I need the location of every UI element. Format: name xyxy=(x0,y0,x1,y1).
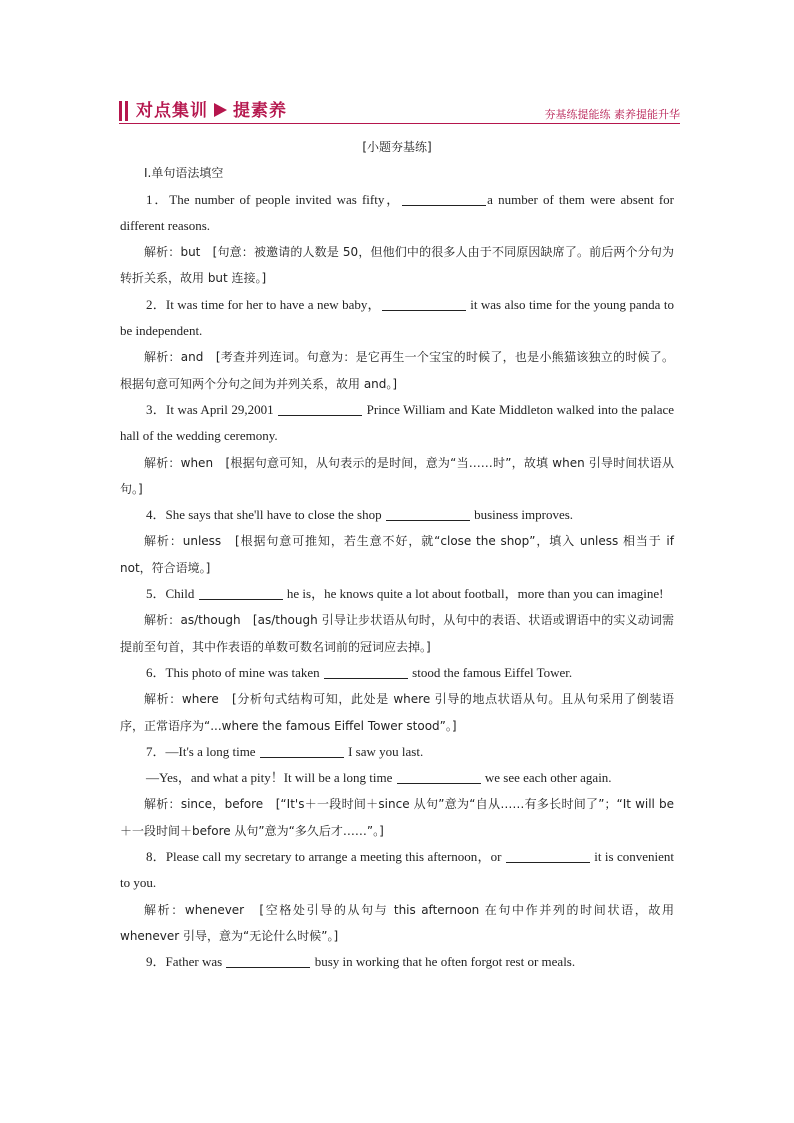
question-6: 6．This photo of mine was taken stood the famous Eiffel Tower. xyxy=(146,664,573,680)
header-title-left: 对点集训 xyxy=(136,101,208,121)
question-8: 8．Please call my secretary to arrange a meeting this afternoon，or it is convenient to you. xyxy=(120,849,674,891)
answer-blank xyxy=(397,769,481,784)
section-header xyxy=(119,99,680,125)
analysis-label: 解析： xyxy=(144,350,181,365)
header-title-right: 提素养 xyxy=(233,101,287,121)
analysis-label: 解析： xyxy=(144,245,181,260)
answer-blank xyxy=(324,664,408,679)
header-tagline: 夯基练提能练 素养提能升华 xyxy=(544,108,680,121)
header-bar-decoration xyxy=(125,101,128,121)
question-7-reply: —Yes，and what a pity！It will be a long time we see each other again. xyxy=(146,770,612,786)
header-rule xyxy=(119,123,680,124)
question-1: 1．The number of people invited was fifty， a number of them were absent for different reasons. xyxy=(120,191,675,233)
question-4: 4．She says that she'll have to close the shop business improves. xyxy=(146,507,574,523)
answer-blank xyxy=(278,401,362,416)
analysis-4: 解析：unless [根据句意可推知，若生意不好，就“close the shop”，填入 unless 相当于 if not，符合语境。] xyxy=(120,534,674,575)
analysis-5: 解析：as/though [as/though 引导让步状语从句时，从句中的表语、状语或谓语中的实义动词需提前至句首，其中作表语的单数可数名词前的冠词应去掉。] xyxy=(120,613,674,654)
answer-blank xyxy=(382,296,466,311)
answer-blank xyxy=(199,585,283,600)
analysis-3: 解析：when [根据句意可知，从句表示的是时间，意为“当……时”，故填 when 引导时间状语从句。] xyxy=(120,455,674,496)
analysis-7: 解析：since，before [“It's＋一段时间＋since 从句”意为“自从……有多长时间了”；“It will be ＋一段时间＋before 从句”意为“多久后才……”。] xyxy=(120,797,674,838)
exercise-content xyxy=(120,134,674,976)
analysis-label: 解析： xyxy=(144,902,185,917)
answer-blank xyxy=(402,191,486,206)
analysis-1: 解析：but [句意：被邀请的人数是 50，但他们中的很多人由于不同原因缺席了。前后两个分句为转折关系，故用 but 连接。] xyxy=(120,245,674,286)
section-title: [小题夯基练] xyxy=(362,140,432,154)
arrow-right-icon xyxy=(214,103,227,117)
question-7: 7．—It's a long time I saw you last. xyxy=(146,743,424,759)
header-title xyxy=(136,99,287,123)
answer-blank xyxy=(506,848,590,863)
part-title: Ⅰ.单句语法填空 xyxy=(144,166,224,181)
analysis-label: 解析： xyxy=(144,692,182,707)
analysis-8: 解析：whenever [空格处引导的从句与 this afternoon 在句中作并列的时间状语，故用 whenever 引导，意为“无论什么时候”。] xyxy=(120,902,674,943)
analysis-6: 解析：where [分析句式结构可知，此处是 where 引导的地点状语从句。且从句采用了倒装语序，正常语序为“...where the famous Eiffel Tower stood”。] xyxy=(120,692,674,733)
header-bar-decoration xyxy=(119,101,122,121)
answer-blank xyxy=(260,743,344,758)
analysis-label: 解析： xyxy=(144,613,181,628)
analysis-label: 解析： xyxy=(144,455,181,470)
analysis-2: 解析：and [考查并列连词。句意为：是它再生一个宝宝的时候了，也是小熊猫该独立的时候了。根据句意可知两个分句之间为并列关系，故用 and。] xyxy=(120,350,674,391)
question-3: 3．It was April 29,2001 Prince William and Kate Middleton walked into the palace hall of the wedding ceremony. xyxy=(120,401,674,444)
question-9: 9．Father was busy in working that he often forgot rest or meals. xyxy=(146,954,576,970)
answer-blank xyxy=(226,953,310,968)
analysis-label: 解析： xyxy=(144,797,181,812)
question-2: 2．It was time for her to have a new baby， it was also time for the young panda to be independent. xyxy=(120,296,674,339)
answer-blank xyxy=(386,506,470,521)
question-5: 5．Child he is，he knows quite a lot about football，more than you can imagine! xyxy=(146,586,664,602)
analysis-label: 解析： xyxy=(144,534,183,549)
